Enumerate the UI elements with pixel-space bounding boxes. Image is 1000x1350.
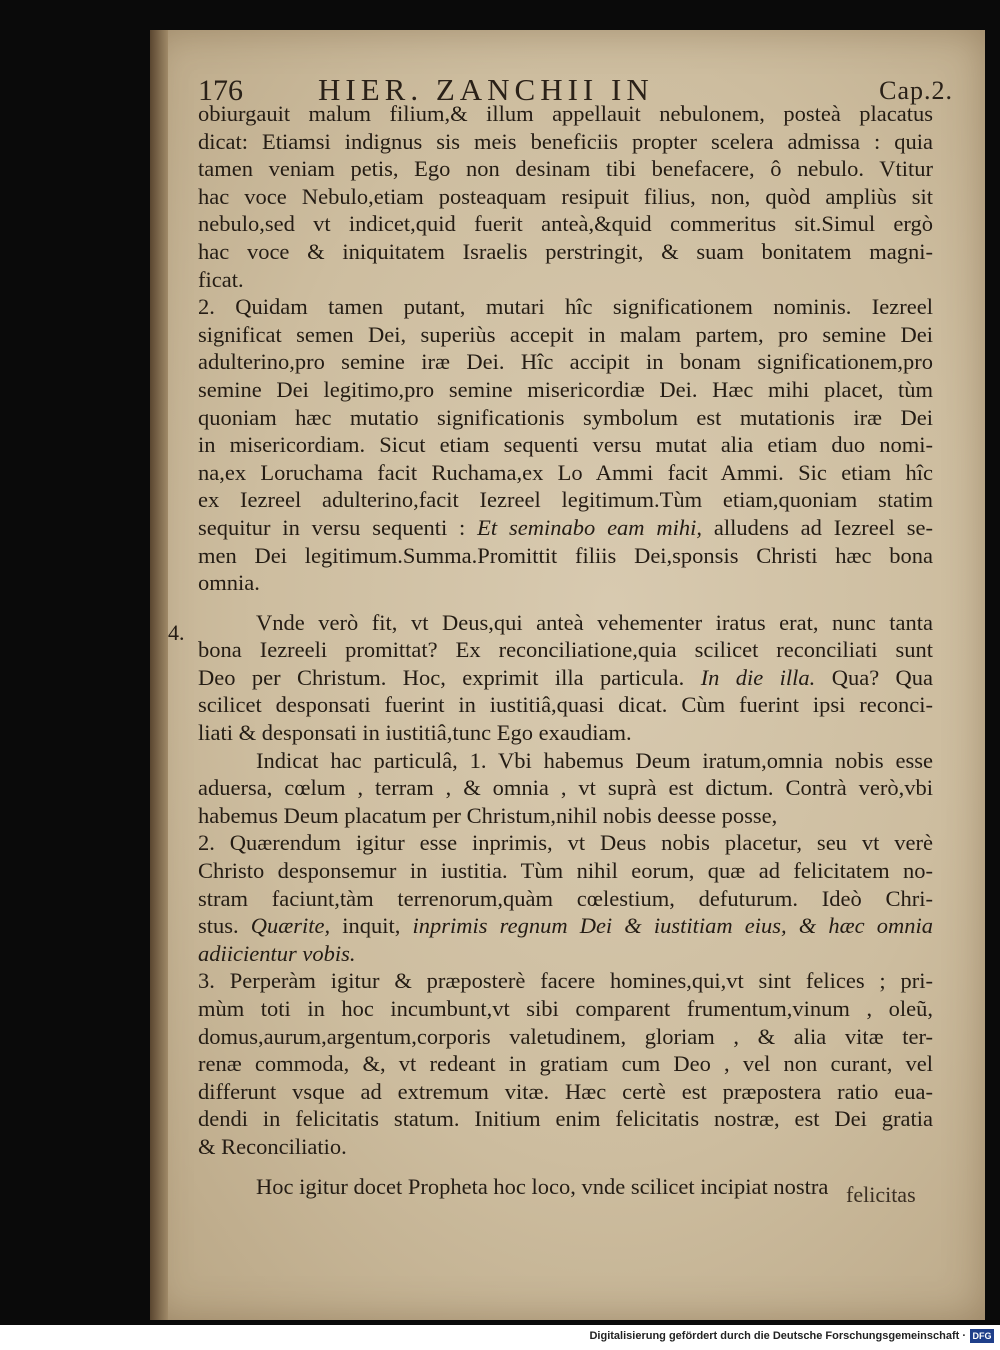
text-line: in misericordiam. Sicut etiam sequenti versu mutat alia etiam duo nomi- — [198, 432, 933, 458]
running-title: HIER. ZANCHII IN — [318, 72, 654, 107]
body-text — [198, 100, 933, 1200]
text-line — [198, 514, 933, 542]
text-line: domus,aurum,argentum,corporis valetudinem, gloriam , & alia vitæ ter- — [198, 1023, 933, 1049]
page-number: 176 — [198, 74, 243, 107]
text-line: tamen veniam petis, Ego non desinam tibi benefacere, ô nebulo. Vtitur — [198, 156, 933, 182]
text-segment: stus. — [198, 913, 239, 939]
text-line: bona Iezreeli promittat? Ex reconciliatione,quia scilicet reconciliati sunt — [198, 637, 933, 663]
text-line: hac voce Nebulo,etiam posteaquam resipuit filius, non, quòd ampliùs sit — [198, 183, 933, 209]
text-line: Hoc igitur docet Propheta hoc loco, vnde scilicet incipiat nostra — [256, 1173, 829, 1199]
text-line — [198, 664, 933, 692]
text-line: renæ commoda, &, vt redeant in gratiam cum Deo , vel non curant, vel — [198, 1051, 933, 1077]
text-line: Indicat hac particulâ, 1. Vbi habemus Deum iratum,omnia nobis esse — [256, 747, 933, 773]
text-line: adulterino,pro semine iræ Dei. Hîc accipit in bonam significationem,pro — [198, 349, 933, 375]
text-line: habemus Deum placatum per Christum,nihil nobis deesse posse, — [198, 802, 778, 828]
text-line: omnia. — [198, 570, 260, 596]
text-line: & Reconciliatio. — [198, 1133, 347, 1159]
text-line: semine Dei legitimo,pro semine misericordiæ Dei. Hæc mihi placet, tùm — [198, 376, 933, 402]
text-line: obiurgauit malum filium,& illum appellauit nebulonem, posteà placatus — [198, 101, 933, 126]
text-segment: Qua? Qua — [831, 664, 934, 690]
italic-quote: Quærite, — [250, 913, 331, 939]
text-line: men Dei legitimum.Summa.Promittit filiis Dei,sponsis Christi hæc bona — [198, 542, 933, 568]
text-line: 3. Perperàm igitur & præposterè facere homines,qui,vt sint felices ; pri- — [198, 968, 933, 994]
footer-bar — [0, 1325, 1000, 1350]
text-line: stram faciunt,tàm terrenorum,quàm cœlestium, defuturum. Ideò Chri- — [198, 885, 933, 911]
paragraph-gap — [198, 1161, 933, 1173]
text-line: hac voce & iniquitatem Israelis perstringit, & suam bonitatem magni- — [198, 238, 933, 264]
text-segment: Deo per Christum. Hoc, exprimit illa particula. — [198, 664, 685, 690]
text-line: adiicientur vobis. — [198, 940, 356, 966]
italic-quote: inprimis regnum Dei & iustitiam eius, & hæc omnia — [412, 913, 934, 939]
text-line: nebulo,sed vt indicet,quid fuerit anteà,&quid commeritus sit.Simul ergò — [198, 211, 933, 237]
italic-quote: Et seminabo eam mihi, — [477, 514, 703, 540]
chapter-label: Cap.2. — [879, 76, 953, 105]
text-line: scilicet desponsati fuerint in iustitiâ,quasi dicat. Cùm fuerint ipsi reconci- — [198, 692, 933, 718]
text-line — [198, 912, 933, 940]
text-line: Christo desponsemur in iustitia. Tùm nihil eorum, quæ ad felicitatem no- — [198, 858, 933, 884]
text-line: ex Iezreel adulterino,facit Iezreel legitimum.Tùm etiam,quoniam statim — [198, 487, 933, 513]
text-line: mùm toti in hoc incumbunt,vt sibi comparent frumentum,vinum , oleũ, — [198, 996, 933, 1021]
italic-quote: In die illa. — [700, 664, 816, 690]
text-line: 2. Quærendum igitur esse inprimis, vt Deus nobis placetur, seu vt verè — [198, 830, 933, 856]
text-line: 2. Quidam tamen putant, mutari hîc significationem nominis. Iezreel — [198, 294, 933, 320]
text-segment: inquit, — [342, 913, 401, 939]
text-line: differunt vsque ad extremum vitæ. Hæc certè est præpostera ratio eua- — [198, 1078, 933, 1104]
text-segment: alludens ad Iezreel se- — [713, 514, 934, 540]
text-line: liati & desponsati in iustitiâ,tunc Ego exaudiam. — [198, 720, 632, 746]
page-gutter — [150, 30, 168, 1320]
text-segment: sequitur in versu sequenti : — [198, 514, 466, 540]
text-line: dicat: Etiamsi indignus sis meis beneficiis propter scelera admissa : quia — [198, 128, 933, 154]
margin-note: 4. — [168, 620, 185, 645]
funding-credit: Digitalisierung gefördert durch die Deutsche Forschungsgemeinschaft · — [589, 1330, 966, 1342]
text-line: aduersa, cœlum , terram , & omnia , vt suprà est dictum. Contrà verò,vbi — [198, 775, 933, 801]
dfg-logo-icon: DFG — [970, 1329, 994, 1343]
text-line: quoniam hæc mutatio significationis symbolum est mutationis iræ Dei — [198, 404, 933, 430]
catchword: felicitas — [846, 1182, 916, 1207]
text-line: na,ex Loruchama facit Ruchama,ex Lo Ammi facit Ammi. Sic etiam hîc — [198, 459, 933, 485]
text-line: dendi in felicitatis statum. Initium enim felicitatis nostræ, est Dei gratia — [198, 1106, 933, 1132]
text-line: Vnde verò fit, vt Deus,qui anteà vehementer iratus erat, nunc tanta — [256, 609, 933, 635]
paragraph-gap — [198, 597, 933, 609]
text-line: significat semen Dei, superiùs accepit in malam partem, pro semine Dei — [198, 321, 933, 347]
text-line: ficat. — [198, 266, 244, 292]
